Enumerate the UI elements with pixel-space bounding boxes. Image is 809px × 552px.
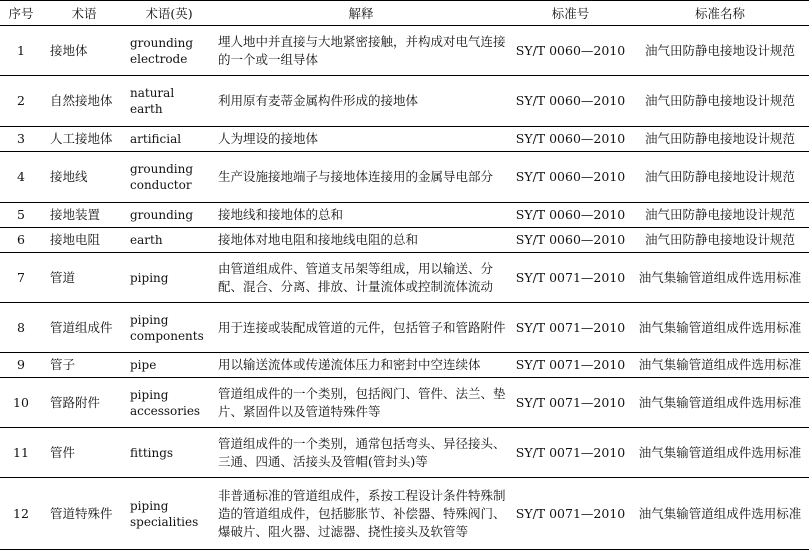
cell-standard-no: SY/T 0071—2010 — [510, 378, 631, 428]
cell-index: 4 — [0, 152, 42, 203]
cell-standard-name: 油气集输管道组成件选用标准 — [631, 478, 809, 550]
cell-definition: 管道组成件的一个类别，包括阀门、管件、法兰、垫片、紧固件以及管道特殊件等 — [212, 378, 510, 428]
cell-index: 7 — [0, 253, 42, 303]
cell-term: 人工接地体 — [42, 127, 126, 152]
cell-term: 接地装置 — [42, 203, 126, 228]
cell-standard-no: SY/T 0071—2010 — [510, 303, 631, 353]
header-definition: 解释 — [212, 1, 510, 26]
cell-standard-no: SY/T 0060—2010 — [510, 26, 631, 76]
cell-standard-no: SY/T 0060—2010 — [510, 228, 631, 253]
cell-term-en: piping — [126, 253, 212, 303]
cell-index: 10 — [0, 378, 42, 428]
cell-index: 12 — [0, 478, 42, 550]
cell-definition: 利用原有麦蒂金属构件形成的接地体 — [212, 76, 510, 127]
cell-definition: 管道组成件的一个类别，通常包括弯头、异径接头、三通、四通、活接头及管帽(管封头)等 — [212, 428, 510, 478]
cell-definition: 人为埋设的接地体 — [212, 127, 510, 152]
table-row — [0, 353, 809, 378]
cell-standard-name: 油气田防静电接地设计规范 — [631, 203, 809, 228]
cell-term: 管件 — [42, 428, 126, 478]
cell-term-en: pipe — [126, 353, 212, 378]
cell-term: 管路附件 — [42, 378, 126, 428]
cell-term-en: grounding — [126, 203, 212, 228]
header-standard-name: 标准名称 — [631, 1, 809, 26]
cell-standard-no: SY/T 0060—2010 — [510, 76, 631, 127]
cell-index: 6 — [0, 228, 42, 253]
header-row — [0, 1, 809, 26]
cell-term-en: fittings — [126, 428, 212, 478]
cell-definition: 非普通标准的管道组成件，系按工程设计条件特殊制造的管道组成件，包括膨胀节、补偿器、特殊阀门、爆破片、阻火器、过滤器、挠性接头及软管等 — [212, 478, 510, 550]
cell-index: 5 — [0, 203, 42, 228]
cell-standard-name: 油气田防静电接地设计规范 — [631, 152, 809, 203]
cell-term: 接地电阻 — [42, 228, 126, 253]
cell-term-en: natural earth — [126, 76, 212, 127]
cell-standard-no: SY/T 0071—2010 — [510, 353, 631, 378]
cell-standard-no: SY/T 0060—2010 — [510, 203, 631, 228]
cell-standard-no: SY/T 0071—2010 — [510, 428, 631, 478]
cell-standard-name: 油气田防静电接地设计规范 — [631, 76, 809, 127]
cell-term-en: grounding electrode — [126, 26, 212, 76]
cell-term-en: artificial — [126, 127, 212, 152]
cell-standard-name: 油气集输管道组成件选用标准 — [631, 353, 809, 378]
cell-definition: 接地线和接地体的总和 — [212, 203, 510, 228]
cell-definition: 用于连接或装配成管道的元件，包括管子和管路附件 — [212, 303, 510, 353]
cell-definition: 接地体对地电阻和接地线电阻的总和 — [212, 228, 510, 253]
cell-standard-name: 油气田防静电接地设计规范 — [631, 127, 809, 152]
header-term-en: 术语(英) — [126, 1, 212, 26]
cell-index: 8 — [0, 303, 42, 353]
cell-index: 2 — [0, 76, 42, 127]
table-row — [0, 127, 809, 152]
cell-index: 1 — [0, 26, 42, 76]
cell-index: 11 — [0, 428, 42, 478]
cell-term: 接地线 — [42, 152, 126, 203]
table-row — [0, 228, 809, 253]
table-row — [0, 203, 809, 228]
cell-definition: 用以输送流体或传递流体压力和密封中空连续体 — [212, 353, 510, 378]
cell-standard-name: 油气集输管道组成件选用标准 — [631, 253, 809, 303]
cell-index: 3 — [0, 127, 42, 152]
cell-standard-name: 油气田防静电接地设计规范 — [631, 228, 809, 253]
table-row — [0, 478, 809, 550]
cell-definition: 生产设施接地端子与接地体连接用的金属导电部分 — [212, 152, 510, 203]
cell-standard-no: SY/T 0071—2010 — [510, 478, 631, 550]
table-row — [0, 152, 809, 203]
cell-term: 接地体 — [42, 26, 126, 76]
table-row — [0, 303, 809, 353]
cell-term: 管道 — [42, 253, 126, 303]
cell-standard-name: 油气集输管道组成件选用标准 — [631, 428, 809, 478]
cell-standard-no: SY/T 0071—2010 — [510, 253, 631, 303]
cell-term: 管道组成件 — [42, 303, 126, 353]
cell-index: 9 — [0, 353, 42, 378]
table-row — [0, 428, 809, 478]
table-row — [0, 378, 809, 428]
cell-definition: 由管道组成件、管道支吊架等组成，用以输送、分配、混合、分离、排放、计量流体或控制流体流动 — [212, 253, 510, 303]
cell-term: 管道特殊件 — [42, 478, 126, 550]
header-standard-no: 标准号 — [510, 1, 631, 26]
table-row — [0, 253, 809, 303]
table-row — [0, 26, 809, 76]
cell-term: 管子 — [42, 353, 126, 378]
cell-term: 自然接地体 — [42, 76, 126, 127]
cell-term-en: piping components — [126, 303, 212, 353]
cell-term-en: piping accessories — [126, 378, 212, 428]
cell-standard-name: 油气田防静电接地设计规范 — [631, 26, 809, 76]
table-header — [0, 1, 809, 26]
table-body — [0, 26, 809, 550]
cell-standard-no: SY/T 0060—2010 — [510, 152, 631, 203]
cell-standard-no: SY/T 0060—2010 — [510, 127, 631, 152]
cell-standard-name: 油气集输管道组成件选用标准 — [631, 378, 809, 428]
cell-term-en: grounding conductor — [126, 152, 212, 203]
cell-term-en: earth — [126, 228, 212, 253]
cell-standard-name: 油气集输管道组成件选用标准 — [631, 303, 809, 353]
cell-term-en: piping specialities — [126, 478, 212, 550]
table-row — [0, 76, 809, 127]
cell-definition: 埋人地中并直接与大地紧密接触，并构成对电气连接的一个或一组导体 — [212, 26, 510, 76]
header-index: 序号 — [0, 1, 42, 26]
header-term: 术语 — [42, 1, 126, 26]
